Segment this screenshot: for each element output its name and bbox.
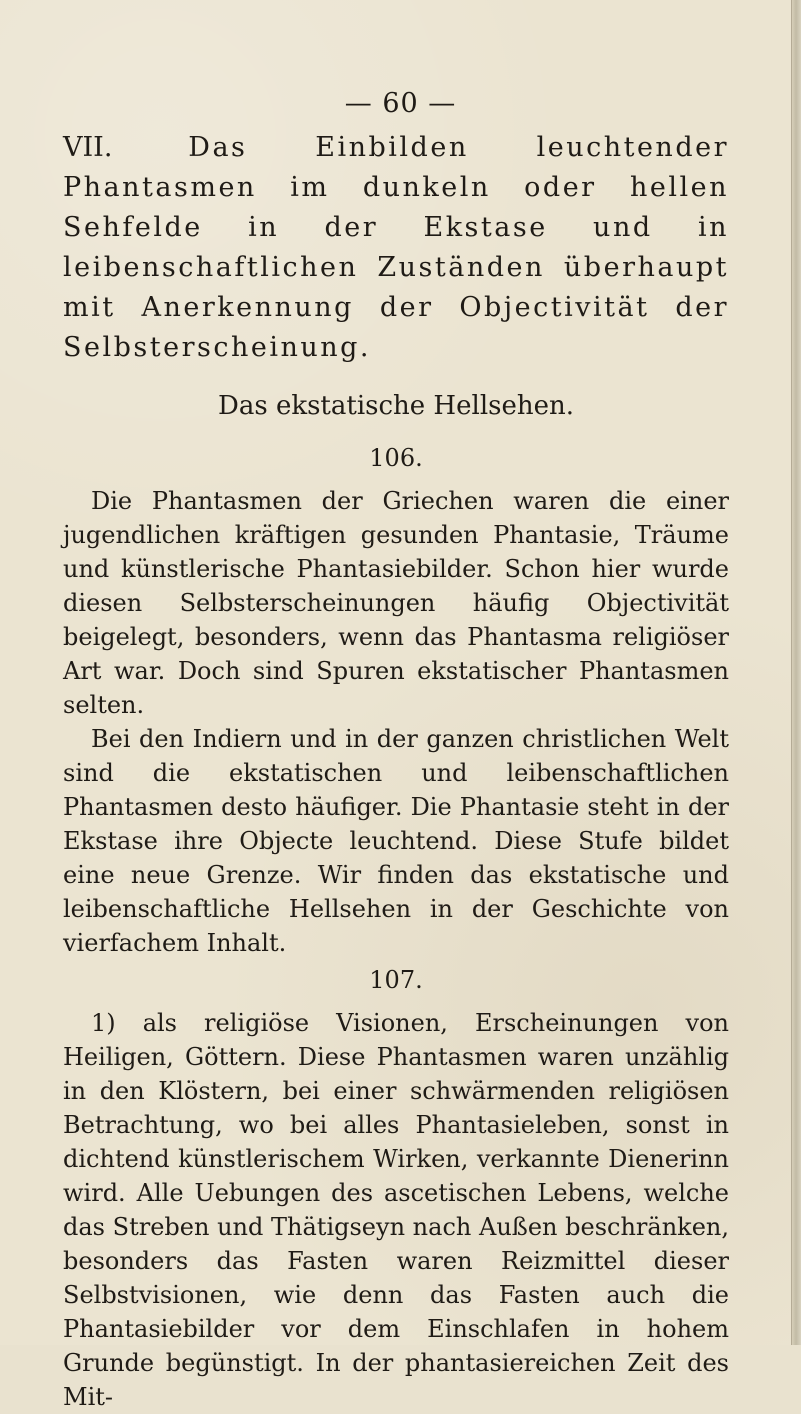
section-number-106: 106. [369,444,423,472]
chapter-title: Das Einbilden leuchtender Phantasmen im dunkeln oder hellen Sehfelde in der Ekstase und in leibenschaftlichen Zuständen überhaupt mit Anerkennung der Objectivität der Selbsterscheinung. [63,132,729,363]
paragraph-107-1: 1) als religiöse Visionen, Erscheinungen von Heiligen, Göttern. Diese Phantasmen waren unzählig in den Klöstern, bei einer schwärmenden religiösen Betrachtung, wo bei alles Phantasieleben, sonst in dichtend künstlerischem Wirken, verkannte Dienerinn wird. Alle Uebungen des ascetischen Lebens, welche das Streben und Thätigseyn nach Außen beschränken, besonders das Fasten waren Reizmittel dieser Selbstvisionen, wie denn das Fasten auch die Phantasiebilder vor dem Einschlafen in hohem Grunde begünstigt. In der phantasiereichen Zeit des Mit- [63,1009,729,1411]
page-content [63,128,729,1414]
paragraph-106-2: Bei den Indiern und in der ganzen christlichen Welt sind die ekstatischen und leibenschaftlichen Phantasmen desto häufiger. Die Phantasie steht in der Ekstase ihre Objecte leuchtend. Diese Stufe bildet eine neue Grenze. Wir finden das ekstatische und leibenschaftliche Hellsehen in der Geschichte von vierfachem Inhalt. [63,725,729,957]
chapter-heading [63,128,729,368]
page-number: — 60 — [344,88,457,119]
chapter-number: VII. [63,132,113,163]
section-title: Das ekstatische Hellsehen. [217,391,574,421]
page-edge [791,0,801,1345]
paragraph-106-1: Die Phantasmen der Griechen waren die einer jugendlichen kräftigen gesunden Phantasie, Träume und künstlerische Phantasiebilder. Schon hier wurde diesen Selbsterscheinungen häufig Objectivität beigelegt, besonders, wenn das Phantasma religiöser Art war. Doch sind Spuren ekstatischer Phantasmen selten. [63,487,729,719]
section-number-107: 107. [369,966,423,994]
